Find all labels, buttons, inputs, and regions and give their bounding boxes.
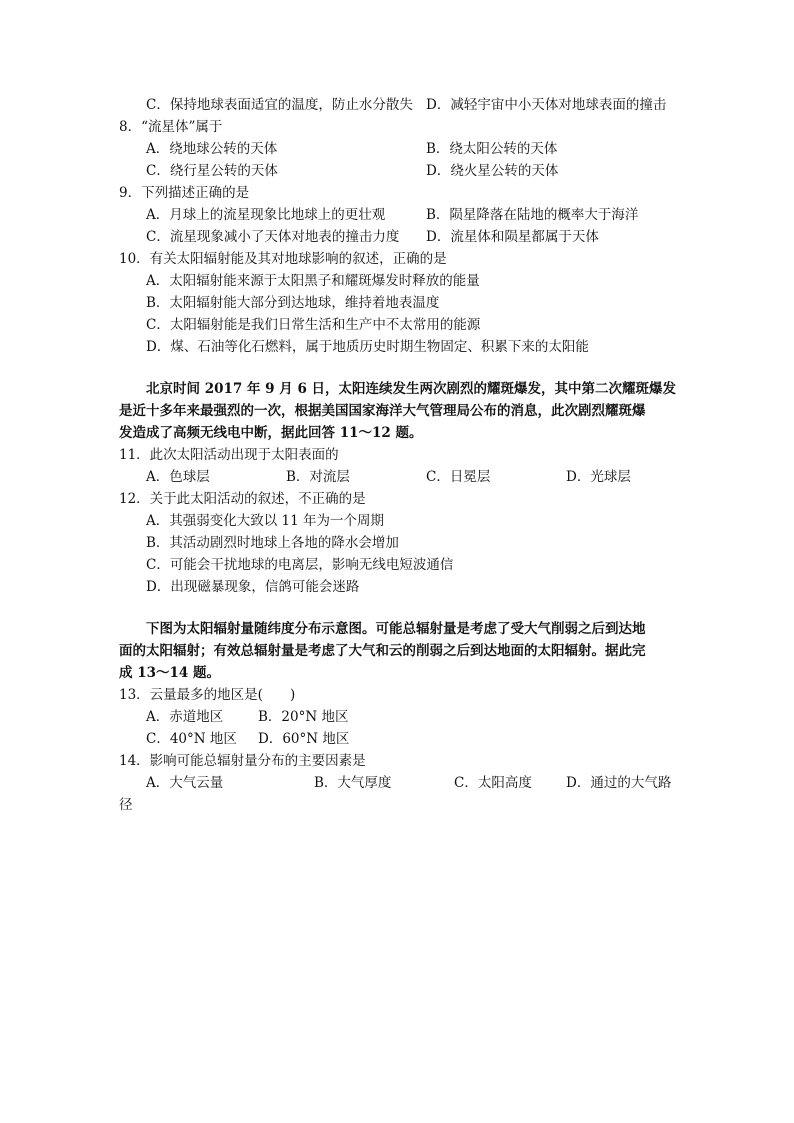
- q11-option-a: A．色球层: [146, 469, 210, 485]
- q9-option-a: A．月球上的流星现象比地球上的更壮观: [146, 207, 386, 223]
- q8-option-c: C．绕行星公转的天体: [146, 163, 278, 179]
- q9-stem: 9．下列描述正确的是: [119, 185, 250, 201]
- q12-option-c: C．可能会干扰地球的电离层，影响无线电短波通信: [146, 557, 454, 573]
- q12-option-a: A．其强弱变化大致以 11 年为一个周期: [146, 513, 385, 529]
- q13-option-a: A．赤道地区: [146, 709, 224, 725]
- q12-option-d: D．出现磁暴现象，信鸽可能会迷路: [146, 579, 360, 595]
- q10-option-c: C．太阳辐射能是我们日常生活和生产中不太常用的能源: [146, 317, 481, 333]
- passage1-line1: 北京时间 2017 年 9 月 6 日，太阳连续发生两次剧烈的耀斑爆发，其中第二次耀斑爆发: [146, 381, 677, 397]
- q13-option-b: B．20°N 地区: [258, 709, 349, 725]
- passage2-line1: 下图为太阳辐射量随纬度分布示意图。可能总辐射量是考虑了受大气削弱之后到达地: [146, 621, 646, 637]
- q11-option-c: C．日冕层: [426, 469, 491, 485]
- q14-option-d: D．通过的大气路: [566, 775, 672, 791]
- q12-stem: 12．关于此太阳活动的叙述，不正确的是: [119, 491, 366, 507]
- q14-option-c: C．太阳高度: [454, 775, 532, 791]
- q7-option-c: C．保持地球表面适宜的温度，防止水分散失: [146, 97, 413, 113]
- q9-option-c: C．流星现象减小了天体对地表的撞击力度: [146, 229, 400, 245]
- q8-option-a: A．绕地球公转的天体: [146, 141, 278, 157]
- q13-option-c: C．40°N 地区: [146, 731, 237, 747]
- q10-stem: 10．有关太阳辐射能及其对地球影响的叙述，正确的是: [119, 251, 447, 267]
- q7-option-d: D．减轻宇宙中小天体对地球表面的撞击: [426, 97, 667, 113]
- q8-option-b: B．绕太阳公转的天体: [426, 141, 558, 157]
- q9-option-b: B．陨星降落在陆地的概率大于海洋: [426, 207, 639, 223]
- q13-stem: 13．云量最多的地区是( ): [119, 687, 296, 703]
- q14-option-a: A．大气云量: [146, 775, 224, 791]
- q12-option-b: B．其活动剧烈时地球上各地的降水会增加: [146, 535, 399, 551]
- q11-option-d: D．光球层: [566, 469, 631, 485]
- q14-option-b: B．大气厚度: [314, 775, 392, 791]
- passage1-line2: 是近十多年来最强烈的一次，根据美国国家海洋大气管理局公布的消息，此次剧烈耀斑爆: [119, 403, 646, 419]
- q8-option-d: D．绕火星公转的天体: [426, 163, 559, 179]
- passage1-line3: 发造成了高频无线电中断，据此回答 11～12 题。: [119, 425, 423, 441]
- q10-option-d: D．煤、石油等化石燃料，属于地质历史时期生物固定、积累下来的太阳能: [146, 339, 589, 355]
- q14-option-d-wrap: 径: [119, 797, 133, 813]
- q14-stem: 14．影响可能总辐射量分布的主要因素是: [119, 753, 366, 769]
- q11-stem: 11．此次太阳活动出现于太阳表面的: [119, 447, 339, 463]
- q9-option-d: D．流星体和陨星都属于天体: [426, 229, 599, 245]
- passage2-line2: 面的太阳辐射；有效总辐射量是考虑了大气和云的削弱之后到达地面的太阳辐射。据此完: [119, 643, 646, 659]
- passage2-line3: 成 13～14 题。: [119, 665, 220, 681]
- q13-option-d: D．60°N 地区: [258, 731, 350, 747]
- q10-option-a: A．太阳辐射能来源于太阳黑子和耀斑爆发时释放的能量: [146, 273, 480, 289]
- q8-stem: 8．“流星体”属于: [119, 119, 223, 135]
- q11-option-b: B．对流层: [286, 469, 350, 485]
- q10-option-b: B．太阳辐射能大部分到达地球，维持着地表温度: [146, 295, 440, 311]
